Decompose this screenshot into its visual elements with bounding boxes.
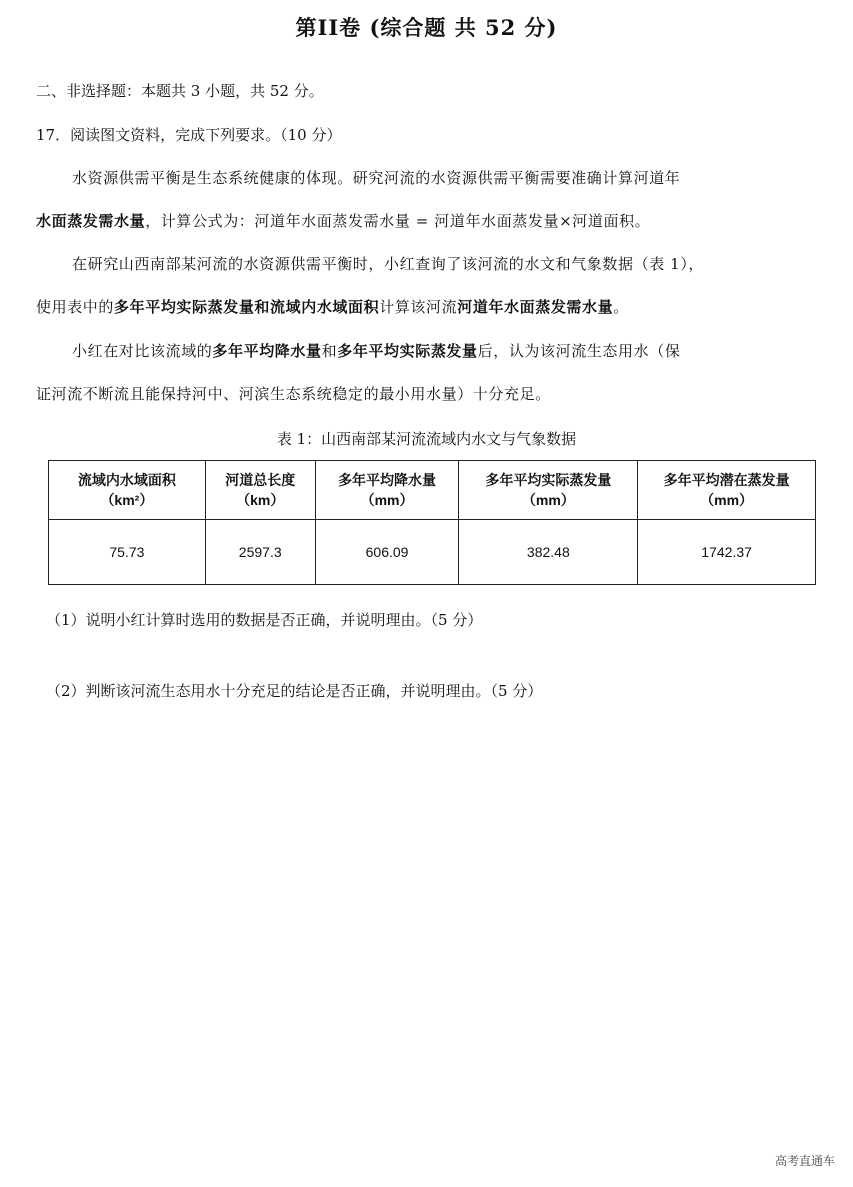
paragraph-1-line-2 <box>36 210 650 231</box>
paragraph-1-line-1: 水资源供需平衡是生态系统健康的体现。研究河流的水资源供需平衡需要准确计算河道年 <box>72 169 681 187</box>
emphasis-text: 多年平均实际蒸发量 <box>337 342 478 360</box>
table-header-cell <box>205 461 315 520</box>
text-span: 使用表中的 <box>36 298 115 316</box>
page-title: 第II卷 (综合题 共 52 分) <box>295 15 558 40</box>
table-header-cell <box>459 461 638 520</box>
header-unit: （km²） <box>100 492 154 508</box>
table-header-cell <box>638 461 816 520</box>
text-span: 和 <box>321 342 338 360</box>
table-header-row <box>49 461 816 520</box>
header-name: 河道总长度 <box>225 472 296 488</box>
emphasis-text: 多年平均降水量 <box>212 342 322 360</box>
formula-text: ，计算公式为：河道年水面蒸发需水量 = 河道年水面蒸发量×河道面积。 <box>145 212 651 230</box>
section-heading: 二、非选择题：本题共 3 小题，共 52 分。 <box>36 82 324 100</box>
table-cell: 2597.3 <box>205 520 315 585</box>
paragraph-2-line-2 <box>36 296 629 317</box>
table-header-cell <box>315 461 459 520</box>
paragraph-3-line-2: 证河流不断流且能保持河中、河滨生态系统稳定的最小用水量）十分充足。 <box>36 385 551 403</box>
sub-question-2: （2）判断该河流生态用水十分充足的结论是否正确，并说明理由。（5 分） <box>46 682 543 700</box>
question-heading: 17．阅读图文资料，完成下列要求。（10 分） <box>36 126 342 144</box>
table-header-cell <box>49 461 206 520</box>
emphasis-text: 多年平均实际蒸发量和流域内水域面积 <box>114 298 380 316</box>
header-unit: （mm） <box>700 492 754 508</box>
table-cell: 382.48 <box>459 520 638 585</box>
table-cell: 606.09 <box>315 520 459 585</box>
text-span: 计算该河流 <box>379 298 458 316</box>
header-name: 流域内水域面积 <box>77 472 176 488</box>
header-name: 多年平均潜在蒸发量 <box>663 472 790 488</box>
header-unit: （km） <box>236 492 285 508</box>
text-span: 。 <box>613 298 629 316</box>
header-unit: （mm） <box>521 492 575 508</box>
text-span: 小红在对比该流域的 <box>72 342 213 360</box>
text-span: 后，认为该河流生态用水（保 <box>477 342 681 360</box>
watermark-text: 高考直通车 <box>774 1154 835 1168</box>
sub-question-1: （1）说明小红计算时选用的数据是否正确，并说明理由。（5 分） <box>46 611 483 629</box>
table-cell: 75.73 <box>49 520 206 585</box>
table-cell: 1742.37 <box>638 520 816 585</box>
table-caption: 表 1：山西南部某河流流域内水文与气象数据 <box>276 430 577 448</box>
header-unit: （mm） <box>360 492 414 508</box>
paragraph-2-line-1: 在研究山西南部某河流的水资源供需平衡时，小红查询了该河流的水文和气象数据（表 1）， <box>72 255 705 273</box>
emphasis-text: 水面蒸发需水量 <box>36 212 146 230</box>
emphasis-text: 河道年水面蒸发需水量 <box>457 298 614 316</box>
data-table <box>48 460 816 585</box>
header-name: 多年平均实际蒸发量 <box>485 472 612 488</box>
header-name: 多年平均降水量 <box>338 472 437 488</box>
table-row <box>49 520 816 585</box>
paragraph-3-line-1 <box>72 340 680 361</box>
